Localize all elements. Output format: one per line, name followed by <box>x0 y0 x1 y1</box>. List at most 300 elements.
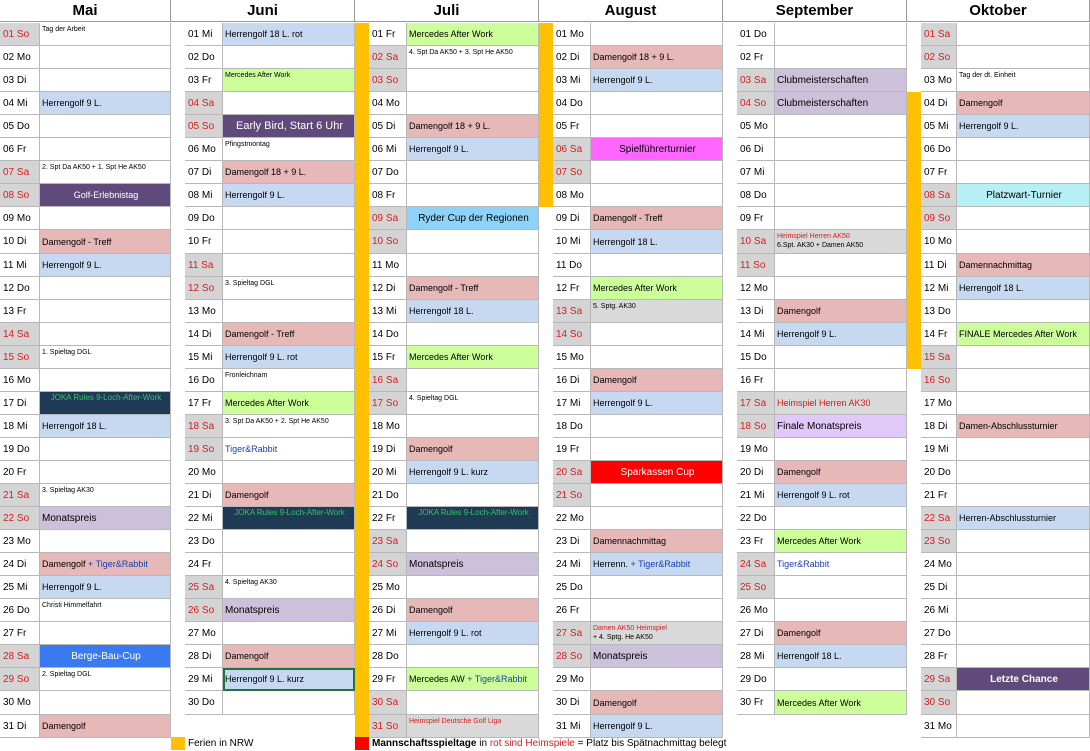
date-cell[interactable]: 04 Do <box>553 92 591 115</box>
date-cell[interactable]: 21 So <box>553 484 591 507</box>
empty-event-cell[interactable] <box>223 46 355 69</box>
empty-event-cell[interactable] <box>40 461 171 484</box>
date-cell[interactable]: 10 Mi <box>553 230 591 254</box>
empty-event-cell[interactable] <box>407 184 539 207</box>
event-cell[interactable] <box>407 300 539 323</box>
date-cell[interactable]: 03 Mo <box>921 69 957 92</box>
event-cell[interactable] <box>40 254 171 277</box>
empty-event-cell[interactable] <box>223 530 355 553</box>
event-cell[interactable] <box>407 461 539 484</box>
event-cell[interactable] <box>40 576 171 599</box>
empty-event-cell[interactable] <box>957 207 1090 230</box>
event-cell[interactable] <box>407 715 539 738</box>
empty-event-cell[interactable] <box>957 484 1090 507</box>
date-cell[interactable]: 25 Mi <box>0 576 40 599</box>
empty-event-cell[interactable] <box>591 576 723 599</box>
empty-event-cell[interactable] <box>957 23 1090 46</box>
date-cell[interactable]: 29 Fr <box>369 668 407 691</box>
date-cell[interactable]: 01 Do <box>737 23 775 46</box>
date-cell[interactable]: 17 Di <box>0 392 40 415</box>
empty-event-cell[interactable] <box>957 645 1090 668</box>
event-cell[interactable] <box>591 69 723 92</box>
empty-event-cell[interactable] <box>775 254 907 277</box>
date-cell[interactable]: 30 So <box>921 691 957 715</box>
date-cell[interactable]: 05 Mo <box>737 115 775 138</box>
event-cell[interactable] <box>407 438 539 461</box>
empty-event-cell[interactable] <box>957 438 1090 461</box>
date-cell[interactable]: 07 Mi <box>737 161 775 184</box>
date-cell[interactable]: 13 Sa <box>553 300 591 323</box>
empty-event-cell[interactable] <box>40 46 171 69</box>
event-cell[interactable] <box>40 230 171 254</box>
event-cell[interactable] <box>591 300 723 323</box>
date-cell[interactable]: 07 Sa <box>0 161 40 184</box>
date-cell[interactable]: 03 Sa <box>737 69 775 92</box>
event-cell[interactable] <box>223 161 355 184</box>
empty-event-cell[interactable] <box>775 599 907 622</box>
date-cell[interactable]: 20 Mo <box>185 461 223 484</box>
empty-event-cell[interactable] <box>591 507 723 530</box>
event-cell[interactable] <box>40 415 171 438</box>
empty-event-cell[interactable] <box>407 415 539 438</box>
empty-event-cell[interactable] <box>591 254 723 277</box>
date-cell[interactable]: 22 So <box>0 507 40 530</box>
event-cell[interactable] <box>775 622 907 645</box>
date-cell[interactable]: 21 Mi <box>737 484 775 507</box>
date-cell[interactable]: 28 Fr <box>921 645 957 668</box>
date-cell[interactable]: 24 Di <box>0 553 40 576</box>
date-cell[interactable]: 21 Do <box>369 484 407 507</box>
empty-event-cell[interactable] <box>591 415 723 438</box>
empty-event-cell[interactable] <box>775 346 907 369</box>
date-cell[interactable]: 06 Fr <box>0 138 40 161</box>
empty-event-cell[interactable] <box>223 300 355 323</box>
event-cell[interactable] <box>957 69 1090 92</box>
date-cell[interactable]: 10 Fr <box>185 230 223 254</box>
date-cell[interactable]: 25 Sa <box>185 576 223 599</box>
event-cell[interactable] <box>407 553 539 576</box>
empty-event-cell[interactable] <box>407 323 539 346</box>
date-cell[interactable]: 11 Mi <box>0 254 40 277</box>
empty-event-cell[interactable] <box>40 277 171 300</box>
empty-event-cell[interactable] <box>407 369 539 392</box>
date-cell[interactable]: 24 Sa <box>737 553 775 576</box>
event-cell[interactable] <box>40 23 171 46</box>
event-cell[interactable] <box>591 207 723 230</box>
date-cell[interactable]: 27 Di <box>737 622 775 645</box>
date-cell[interactable]: 30 Mo <box>0 691 40 715</box>
event-cell[interactable] <box>223 323 355 346</box>
date-cell[interactable]: 27 Mo <box>185 622 223 645</box>
event-cell[interactable] <box>591 622 723 645</box>
empty-event-cell[interactable] <box>591 23 723 46</box>
date-cell[interactable]: 23 Di <box>553 530 591 553</box>
event-cell[interactable] <box>407 622 539 645</box>
event-cell[interactable] <box>407 207 539 230</box>
empty-event-cell[interactable] <box>957 230 1090 254</box>
date-cell[interactable]: 14 Mi <box>737 323 775 346</box>
empty-event-cell[interactable] <box>223 622 355 645</box>
empty-event-cell[interactable] <box>591 161 723 184</box>
date-cell[interactable]: 04 Mi <box>0 92 40 115</box>
event-cell[interactable] <box>775 230 907 254</box>
event-cell[interactable] <box>223 507 355 530</box>
empty-event-cell[interactable] <box>407 69 539 92</box>
event-cell[interactable] <box>957 254 1090 277</box>
date-cell[interactable]: 21 Sa <box>0 484 40 507</box>
date-cell[interactable]: 17 Mi <box>553 392 591 415</box>
empty-event-cell[interactable] <box>957 369 1090 392</box>
date-cell[interactable]: 15 Fr <box>369 346 407 369</box>
date-cell[interactable]: 24 Mo <box>921 553 957 576</box>
event-cell[interactable] <box>407 115 539 138</box>
empty-event-cell[interactable] <box>407 530 539 553</box>
event-cell[interactable] <box>591 715 723 738</box>
date-cell[interactable]: 01 Mi <box>185 23 223 46</box>
date-cell[interactable]: 01 Mo <box>553 23 591 46</box>
empty-event-cell[interactable] <box>957 346 1090 369</box>
date-cell[interactable]: 02 Mo <box>0 46 40 69</box>
date-cell[interactable]: 13 Mo <box>185 300 223 323</box>
date-cell[interactable]: 21 Di <box>185 484 223 507</box>
date-cell[interactable]: 16 Mo <box>0 369 40 392</box>
date-cell[interactable]: 26 Do <box>0 599 40 622</box>
date-cell[interactable]: 27 Do <box>921 622 957 645</box>
empty-event-cell[interactable] <box>40 300 171 323</box>
event-cell[interactable] <box>223 484 355 507</box>
date-cell[interactable]: 07 Fr <box>921 161 957 184</box>
event-cell[interactable] <box>407 277 539 300</box>
date-cell[interactable]: 03 Di <box>0 69 40 92</box>
event-cell[interactable] <box>40 161 171 184</box>
event-cell[interactable] <box>223 277 355 300</box>
event-cell[interactable] <box>223 69 355 92</box>
empty-event-cell[interactable] <box>591 323 723 346</box>
event-cell[interactable] <box>775 484 907 507</box>
date-cell[interactable]: 15 Sa <box>921 346 957 369</box>
date-cell[interactable]: 16 Do <box>185 369 223 392</box>
date-cell[interactable]: 09 Di <box>553 207 591 230</box>
date-cell[interactable]: 09 Mo <box>0 207 40 230</box>
empty-event-cell[interactable] <box>407 161 539 184</box>
date-cell[interactable]: 08 Mo <box>553 184 591 207</box>
date-cell[interactable]: 26 Fr <box>553 599 591 622</box>
date-cell[interactable]: 02 Di <box>553 46 591 69</box>
date-cell[interactable]: 24 So <box>369 553 407 576</box>
event-cell[interactable] <box>40 92 171 115</box>
date-cell[interactable]: 14 Fr <box>921 323 957 346</box>
date-cell[interactable]: 12 Fr <box>553 277 591 300</box>
date-cell[interactable]: 20 Mi <box>369 461 407 484</box>
date-cell[interactable]: 13 Di <box>737 300 775 323</box>
event-cell[interactable] <box>223 184 355 207</box>
date-cell[interactable]: 08 Sa <box>921 184 957 207</box>
date-cell[interactable]: 23 Mo <box>0 530 40 553</box>
event-cell[interactable] <box>223 369 355 392</box>
date-cell[interactable]: 05 Do <box>0 115 40 138</box>
empty-event-cell[interactable] <box>775 46 907 69</box>
date-cell[interactable]: 25 Di <box>921 576 957 599</box>
date-cell[interactable]: 09 So <box>921 207 957 230</box>
date-cell[interactable]: 14 Sa <box>0 323 40 346</box>
date-cell[interactable]: 01 Fr <box>369 23 407 46</box>
date-cell[interactable]: 05 So <box>185 115 223 138</box>
empty-event-cell[interactable] <box>407 691 539 715</box>
event-cell[interactable] <box>40 484 171 507</box>
empty-event-cell[interactable] <box>775 576 907 599</box>
event-cell[interactable] <box>775 415 907 438</box>
event-cell[interactable] <box>223 576 355 599</box>
date-cell[interactable]: 02 Sa <box>369 46 407 69</box>
event-cell[interactable] <box>775 300 907 323</box>
date-cell[interactable]: 13 Fr <box>0 300 40 323</box>
date-cell[interactable]: 09 Fr <box>737 207 775 230</box>
empty-event-cell[interactable] <box>40 530 171 553</box>
event-cell[interactable] <box>40 507 171 530</box>
event-cell[interactable] <box>957 115 1090 138</box>
date-cell[interactable]: 22 Do <box>737 507 775 530</box>
date-cell[interactable]: 13 Mi <box>369 300 407 323</box>
event-cell[interactable] <box>40 346 171 369</box>
event-cell[interactable] <box>775 691 907 715</box>
event-cell[interactable] <box>223 438 355 461</box>
date-cell[interactable]: 09 Sa <box>369 207 407 230</box>
date-cell[interactable]: 02 Fr <box>737 46 775 69</box>
date-cell[interactable]: 04 Mo <box>369 92 407 115</box>
event-cell[interactable] <box>407 46 539 69</box>
event-cell[interactable] <box>223 138 355 161</box>
empty-event-cell[interactable] <box>775 138 907 161</box>
date-cell[interactable]: 04 So <box>737 92 775 115</box>
event-cell[interactable] <box>223 668 355 691</box>
date-cell[interactable]: 28 Mi <box>737 645 775 668</box>
date-cell[interactable]: 03 Fr <box>185 69 223 92</box>
date-cell[interactable]: 03 Mi <box>553 69 591 92</box>
event-cell[interactable] <box>223 645 355 668</box>
date-cell[interactable]: 10 So <box>369 230 407 254</box>
empty-event-cell[interactable] <box>407 645 539 668</box>
date-cell[interactable]: 26 Mi <box>921 599 957 622</box>
date-cell[interactable]: 18 Do <box>553 415 591 438</box>
date-cell[interactable]: 28 Sa <box>0 645 40 668</box>
empty-event-cell[interactable] <box>591 184 723 207</box>
date-cell[interactable]: 19 So <box>185 438 223 461</box>
empty-event-cell[interactable] <box>775 184 907 207</box>
date-cell[interactable]: 18 Mi <box>0 415 40 438</box>
empty-event-cell[interactable] <box>775 438 907 461</box>
event-cell[interactable] <box>407 668 539 691</box>
empty-event-cell[interactable] <box>775 507 907 530</box>
date-cell[interactable]: 06 Di <box>737 138 775 161</box>
date-cell[interactable]: 19 Mo <box>737 438 775 461</box>
date-cell[interactable]: 20 Sa <box>553 461 591 484</box>
empty-event-cell[interactable] <box>223 691 355 715</box>
empty-event-cell[interactable] <box>775 277 907 300</box>
date-cell[interactable]: 08 Do <box>737 184 775 207</box>
date-cell[interactable]: 12 So <box>185 277 223 300</box>
date-cell[interactable]: 23 Do <box>185 530 223 553</box>
date-cell[interactable]: 16 Fr <box>737 369 775 392</box>
date-cell[interactable]: 31 Di <box>0 715 40 738</box>
event-cell[interactable] <box>407 23 539 46</box>
date-cell[interactable]: 23 Fr <box>737 530 775 553</box>
empty-event-cell[interactable] <box>957 461 1090 484</box>
empty-event-cell[interactable] <box>775 23 907 46</box>
date-cell[interactable]: 29 Mi <box>185 668 223 691</box>
event-cell[interactable] <box>40 715 171 738</box>
date-cell[interactable]: 30 Do <box>185 691 223 715</box>
event-cell[interactable] <box>407 138 539 161</box>
event-cell[interactable] <box>775 461 907 484</box>
date-cell[interactable]: 14 Do <box>369 323 407 346</box>
event-cell[interactable] <box>957 668 1090 691</box>
empty-event-cell[interactable] <box>957 392 1090 415</box>
date-cell[interactable]: 29 Do <box>737 668 775 691</box>
date-cell[interactable]: 19 Fr <box>553 438 591 461</box>
date-cell[interactable]: 15 So <box>0 346 40 369</box>
date-cell[interactable]: 06 Mi <box>369 138 407 161</box>
event-cell[interactable] <box>775 392 907 415</box>
event-cell[interactable] <box>775 323 907 346</box>
date-cell[interactable]: 15 Mo <box>553 346 591 369</box>
empty-event-cell[interactable] <box>957 715 1090 738</box>
date-cell[interactable]: 08 So <box>0 184 40 207</box>
event-cell[interactable] <box>223 23 355 46</box>
event-cell[interactable] <box>957 92 1090 115</box>
empty-event-cell[interactable] <box>957 530 1090 553</box>
date-cell[interactable]: 22 Mo <box>553 507 591 530</box>
event-cell[interactable] <box>40 668 171 691</box>
event-cell[interactable] <box>40 184 171 207</box>
empty-event-cell[interactable] <box>40 138 171 161</box>
date-cell[interactable]: 29 Mo <box>553 668 591 691</box>
date-cell[interactable]: 01 So <box>0 23 40 46</box>
event-cell[interactable] <box>775 553 907 576</box>
event-cell[interactable] <box>591 230 723 254</box>
date-cell[interactable]: 21 Fr <box>921 484 957 507</box>
event-cell[interactable] <box>591 277 723 300</box>
empty-event-cell[interactable] <box>223 92 355 115</box>
date-cell[interactable]: 05 Mi <box>921 115 957 138</box>
date-cell[interactable]: 07 So <box>553 161 591 184</box>
empty-event-cell[interactable] <box>40 69 171 92</box>
date-cell[interactable]: 02 So <box>921 46 957 69</box>
empty-event-cell[interactable] <box>40 115 171 138</box>
date-cell[interactable]: 28 So <box>553 645 591 668</box>
date-cell[interactable]: 26 Di <box>369 599 407 622</box>
empty-event-cell[interactable] <box>223 207 355 230</box>
date-cell[interactable]: 14 So <box>553 323 591 346</box>
date-cell[interactable]: 08 Mi <box>185 184 223 207</box>
date-cell[interactable]: 28 Di <box>185 645 223 668</box>
event-cell[interactable] <box>591 645 723 668</box>
date-cell[interactable]: 25 Do <box>553 576 591 599</box>
date-cell[interactable]: 17 Sa <box>737 392 775 415</box>
empty-event-cell[interactable] <box>407 92 539 115</box>
event-cell[interactable] <box>591 691 723 715</box>
date-cell[interactable]: 31 Mo <box>921 715 957 738</box>
date-cell[interactable]: 15 Mi <box>185 346 223 369</box>
date-cell[interactable]: 18 Mo <box>369 415 407 438</box>
date-cell[interactable]: 26 So <box>185 599 223 622</box>
empty-event-cell[interactable] <box>775 668 907 691</box>
date-cell[interactable]: 07 Di <box>185 161 223 184</box>
date-cell[interactable]: 28 Do <box>369 645 407 668</box>
date-cell[interactable]: 11 Do <box>553 254 591 277</box>
empty-event-cell[interactable] <box>40 323 171 346</box>
event-cell[interactable] <box>40 553 171 576</box>
date-cell[interactable]: 25 Mo <box>369 576 407 599</box>
date-cell[interactable]: 04 Di <box>921 92 957 115</box>
empty-event-cell[interactable] <box>407 576 539 599</box>
date-cell[interactable]: 11 Sa <box>185 254 223 277</box>
empty-event-cell[interactable] <box>957 300 1090 323</box>
date-cell[interactable]: 30 Di <box>553 691 591 715</box>
empty-event-cell[interactable] <box>591 438 723 461</box>
event-cell[interactable] <box>957 507 1090 530</box>
event-cell[interactable] <box>591 369 723 392</box>
date-cell[interactable]: 31 Mi <box>553 715 591 738</box>
empty-event-cell[interactable] <box>40 207 171 230</box>
event-cell[interactable] <box>223 346 355 369</box>
event-cell[interactable] <box>40 645 171 668</box>
date-cell[interactable]: 12 Mi <box>921 277 957 300</box>
event-cell[interactable] <box>407 346 539 369</box>
date-cell[interactable]: 27 Mi <box>369 622 407 645</box>
date-cell[interactable]: 03 So <box>369 69 407 92</box>
event-cell[interactable] <box>407 507 539 530</box>
date-cell[interactable]: 20 Do <box>921 461 957 484</box>
date-cell[interactable]: 06 Mo <box>185 138 223 161</box>
date-cell[interactable]: 25 So <box>737 576 775 599</box>
event-cell[interactable] <box>407 392 539 415</box>
empty-event-cell[interactable] <box>957 161 1090 184</box>
date-cell[interactable]: 29 Sa <box>921 668 957 691</box>
event-cell[interactable] <box>223 392 355 415</box>
date-cell[interactable]: 12 Mo <box>737 277 775 300</box>
date-cell[interactable]: 29 So <box>0 668 40 691</box>
date-cell[interactable]: 11 Mo <box>369 254 407 277</box>
date-cell[interactable]: 17 Fr <box>185 392 223 415</box>
event-cell[interactable] <box>775 530 907 553</box>
date-cell[interactable]: 02 Do <box>185 46 223 69</box>
date-cell[interactable]: 05 Di <box>369 115 407 138</box>
empty-event-cell[interactable] <box>591 92 723 115</box>
empty-event-cell[interactable] <box>957 553 1090 576</box>
empty-event-cell[interactable] <box>957 138 1090 161</box>
empty-event-cell[interactable] <box>407 254 539 277</box>
event-cell[interactable] <box>775 92 907 115</box>
empty-event-cell[interactable] <box>591 115 723 138</box>
date-cell[interactable]: 10 Mo <box>921 230 957 254</box>
date-cell[interactable]: 14 Di <box>185 323 223 346</box>
date-cell[interactable]: 31 So <box>369 715 407 738</box>
date-cell[interactable]: 30 Fr <box>737 691 775 715</box>
empty-event-cell[interactable] <box>223 461 355 484</box>
date-cell[interactable]: 22 Mi <box>185 507 223 530</box>
date-cell[interactable]: 04 Sa <box>185 92 223 115</box>
date-cell[interactable]: 12 Do <box>0 277 40 300</box>
empty-event-cell[interactable] <box>40 691 171 715</box>
date-cell[interactable]: 11 Di <box>921 254 957 277</box>
empty-event-cell[interactable] <box>957 46 1090 69</box>
empty-event-cell[interactable] <box>591 668 723 691</box>
date-cell[interactable]: 30 Sa <box>369 691 407 715</box>
event-cell[interactable] <box>223 415 355 438</box>
date-cell[interactable]: 09 Do <box>185 207 223 230</box>
event-cell[interactable] <box>775 645 907 668</box>
empty-event-cell[interactable] <box>775 115 907 138</box>
